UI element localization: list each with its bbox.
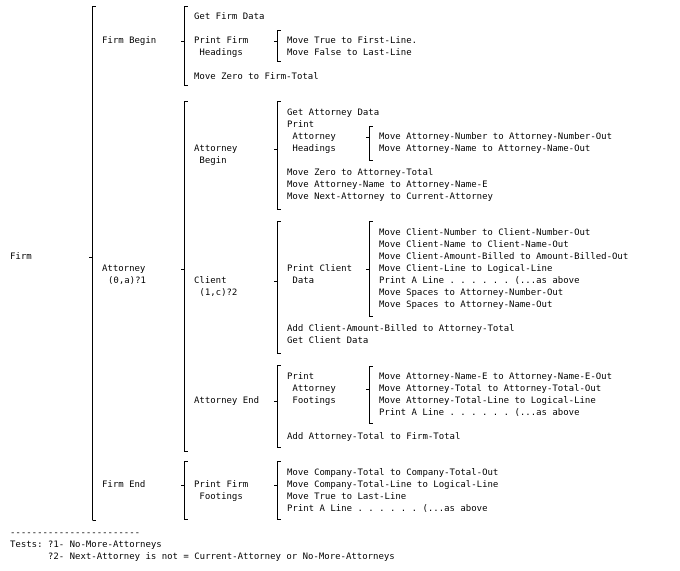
attorney-footings-action: Move Attorney-Name-E to Attorney-Name-E-Out [379,372,612,382]
client-data-action: Move Spaces to Attorney-Number-Out [379,288,564,298]
client-data-action: Print A Line . . . . . . (...as above [379,276,580,286]
print-attorney-footings-line1: Print [287,372,315,382]
print-attorney-footings-line2: Attorney [287,384,336,394]
print-attorney-footings-line3: Footings [287,396,336,406]
firm-end-action: Move Company-Total-Line to Logical-Line [287,480,499,490]
get-firm-data: Get Firm Data [194,12,265,22]
attorney-repeat: (0,a)?1 [108,276,146,286]
root-label: Firm [10,252,32,262]
print-firm-footings-line1: Print Firm [194,480,249,490]
attorney-footings-action: Move Attorney-Total-Line to Logical-Line [379,396,596,406]
footnote-test-2: ?2- Next-Attorney is not = Current-Attorney or No-More-Attorneys [10,552,395,562]
attorney-label: Attorney [102,264,146,274]
footnote-test-1: Tests: ?1- No-More-Attorneys [10,540,162,550]
client-data-action: Move Client-Amount-Billed to Amount-Billed-Out [379,252,629,262]
firm-headings-action: Move False to Last-Line [287,48,412,58]
print-firm-headings-line2: Headings [194,48,243,58]
attorney-headings-action: Move Attorney-Number to Attorney-Number-Out [379,132,612,142]
print-firm-footings-line2: Footings [194,492,243,502]
attorney-begin-after: Move Zero to Attorney-Total [287,168,434,178]
firm-end-action: Move Company-Total to Company-Total-Out [287,468,499,478]
client-label: Client [194,276,227,286]
move-zero-firm-total: Move Zero to Firm-Total [194,72,319,82]
footnote-rule: ------------------------ [10,528,141,538]
client-repeat: (1,c)?2 [194,288,238,298]
attorney-begin-label-line1: Attorney [194,144,238,154]
attorney-headings-action: Move Attorney-Name to Attorney-Name-Out [379,144,591,154]
firm-end-label: Firm End [102,480,146,490]
print-client-data-line1: Print Client [287,264,353,274]
attorney-footings-action: Move Attorney-Total to Attorney-Total-Out [379,384,602,394]
print-firm-headings-line1: Print Firm [194,36,249,46]
attorney-end-label: Attorney End [194,396,260,406]
firm-begin-label: Firm Begin [102,36,157,46]
client-data-action: Move Spaces to Attorney-Name-Out [379,300,553,310]
attorney-begin-after: Move Attorney-Name to Attorney-Name-E [287,180,488,190]
print-attorney-headings-line3: Headings [287,144,336,154]
client-data-action: Move Client-Number to Client-Number-Out [379,228,591,238]
attorney-footings-action: Print A Line . . . . . . (...as above [379,408,580,418]
print-client-data-line2: Data [287,276,315,286]
firm-headings-action: Move True to First-Line. [287,36,418,46]
client-data-action: Move Client-Line to Logical-Line [379,264,553,274]
client-data-action: Move Client-Name to Client-Name-Out [379,240,569,250]
print-attorney-headings-line1: Print [287,120,315,130]
get-attorney-data: Get Attorney Data [287,108,380,118]
attorney-begin-after: Move Next-Attorney to Current-Attorney [287,192,493,202]
firm-end-action: Print A Line . . . . . . (...as above [287,504,488,514]
firm-end-action: Move True to Last-Line [287,492,407,502]
print-attorney-headings-line2: Attorney [287,132,336,142]
client-after: Add Client-Amount-Billed to Attorney-Total [287,324,515,334]
attorney-begin-label-line2: Begin [194,156,227,166]
attorney-end-after: Add Attorney-Total to Firm-Total [287,432,461,442]
client-after: Get Client Data [287,336,369,346]
